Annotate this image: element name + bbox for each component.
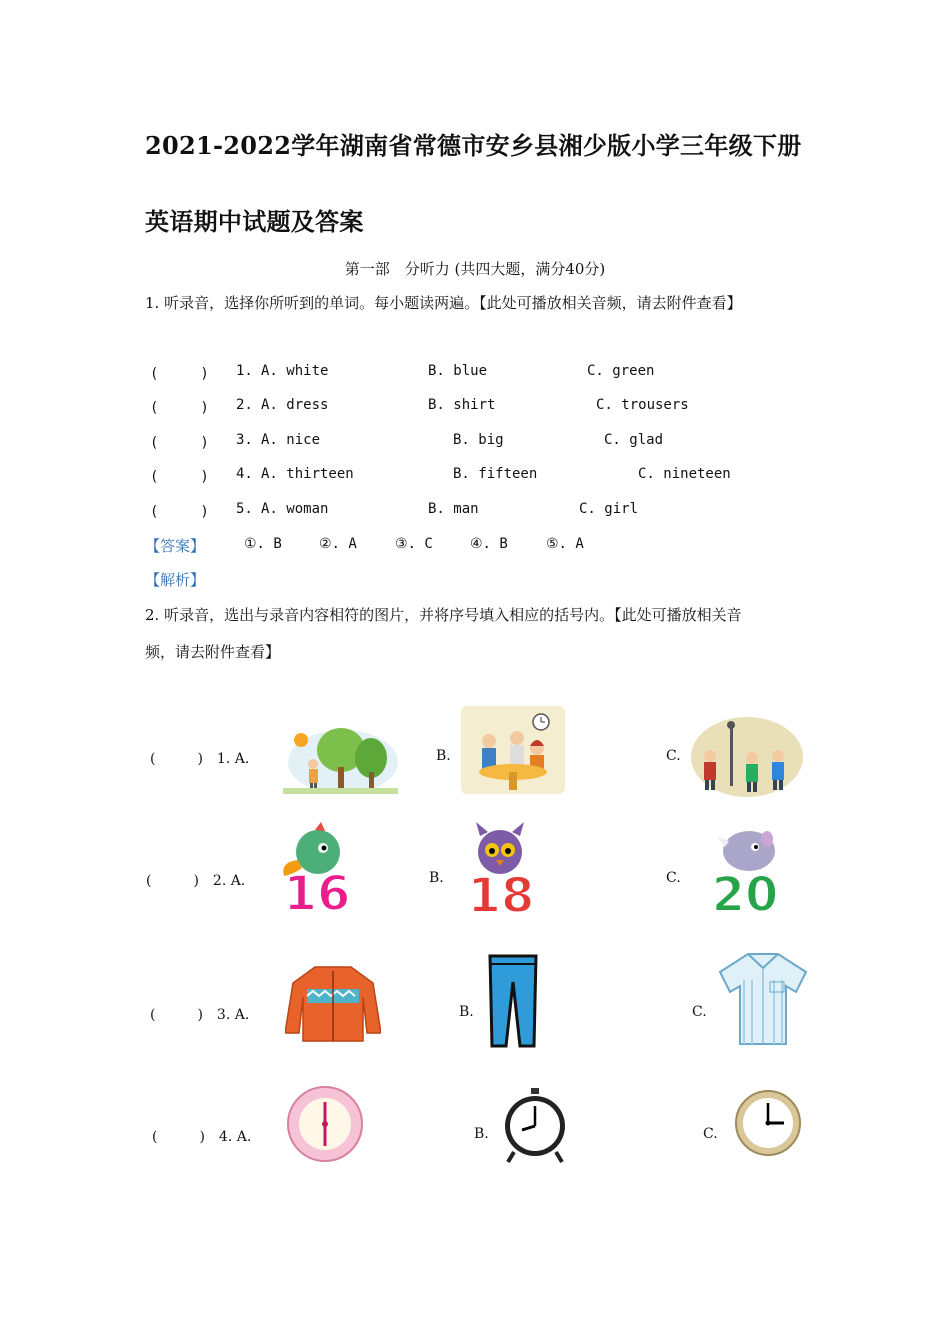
q1-paren: ( )	[150, 469, 209, 485]
answer-item: ①. B	[244, 536, 282, 552]
analysis-label: 【解析】	[145, 571, 206, 589]
answer-item: ④. B	[470, 536, 508, 552]
q1-option-b: B. man	[428, 501, 479, 517]
jacket-picture	[285, 963, 381, 1043]
owl-18-picture	[456, 820, 546, 914]
doc-title-line1: 2021-2022学年湖南省常德市安乡县湘少版小学三年级下册	[145, 131, 802, 160]
q1-num: 1.	[236, 363, 253, 379]
q1-option-a: A. white	[261, 363, 329, 379]
parrot-16-picture	[273, 820, 361, 912]
q2-row-label: ( ) 4. A.	[152, 1129, 252, 1145]
wall-clock-picture	[734, 1089, 802, 1157]
number-a-label: 16	[283, 866, 351, 912]
q2-option-b-label: B.	[436, 748, 451, 764]
q1-num: 5.	[236, 501, 253, 517]
q2-row-label: ( ) 1. A.	[150, 751, 250, 767]
q1-option-b: B. blue	[428, 363, 488, 379]
trousers-picture	[486, 954, 540, 1048]
q1-num: 2.	[236, 397, 253, 413]
q1-option-c: C. girl	[579, 501, 639, 517]
q1-option-a: A. thirteen	[261, 466, 354, 482]
pink-clock-picture	[286, 1084, 364, 1164]
q2-row-label: ( ) 2. A.	[146, 873, 246, 889]
number-b-label: 18	[467, 868, 535, 914]
q2-row-label: ( ) 3. A.	[150, 1007, 250, 1023]
alarm-clock-picture	[500, 1088, 570, 1164]
q1-option-a: A. dress	[261, 397, 329, 413]
answer-item: ⑤. A	[546, 536, 584, 552]
walking-street-picture	[690, 716, 805, 798]
q1-option-c: C. glad	[604, 432, 664, 448]
friends-table-picture	[461, 706, 565, 794]
q1-prompt: 1. 听录音，选择你所听到的单词。每小题读两遍。【此处可播放相关音频，请去附件查看】	[145, 294, 742, 312]
q2-prompt-line2: 频，请去附件查看】	[145, 643, 281, 661]
q1-paren: ( )	[150, 366, 209, 382]
doc-title-line2: 英语期中试题及答案	[145, 207, 364, 236]
shirt-picture	[718, 950, 808, 1048]
q1-option-b: B. big	[453, 432, 504, 448]
q1-paren: ( )	[150, 504, 209, 520]
q1-num: 4.	[236, 466, 253, 482]
q1-option-b: B. shirt	[428, 397, 496, 413]
q1-option-a: A. woman	[261, 501, 329, 517]
answer-item: ②. A	[319, 536, 357, 552]
q1-option-c: C. nineteen	[638, 466, 731, 482]
park-trees-picture	[283, 712, 398, 794]
answer-label: 【答案】	[145, 537, 206, 555]
q2-prompt-line1: 2. 听录音，选出与录音内容相符的图片，并将序号填入相应的括号内。【此处可播放相关音	[145, 606, 742, 624]
q2-option-b-label: B.	[459, 1004, 474, 1020]
q2-option-c-label: C.	[703, 1126, 718, 1142]
number-c-label: 20	[711, 867, 779, 913]
section-heading: 第一部 分听力 (共四大题，满分40分)	[344, 260, 606, 278]
q2-option-b-label: B.	[474, 1126, 489, 1142]
q1-paren: ( )	[150, 400, 209, 416]
q1-option-c: C. trousers	[596, 397, 689, 413]
q2-option-b-label: B.	[429, 870, 444, 886]
q1-option-b: B. fifteen	[453, 466, 538, 482]
q2-option-c-label: C.	[692, 1004, 707, 1020]
q1-option-c: C. green	[587, 363, 655, 379]
q1-num: 3.	[236, 432, 253, 448]
answer-item: ③. C	[395, 536, 433, 552]
q2-option-c-label: C.	[666, 870, 681, 886]
q1-paren: ( )	[150, 435, 209, 451]
q2-option-c-label: C.	[666, 748, 681, 764]
rhino-20-picture	[697, 823, 795, 913]
q1-option-a: A. nice	[261, 432, 321, 448]
